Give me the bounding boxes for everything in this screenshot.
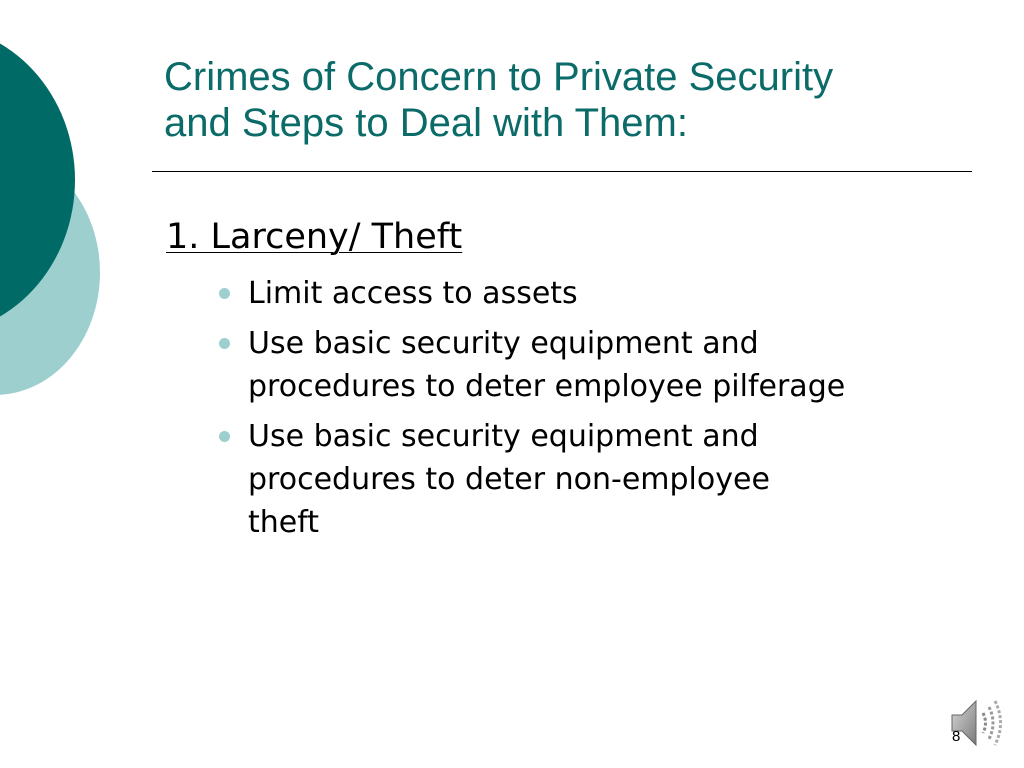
slide-title-line: and Steps to Deal with Them: xyxy=(164,101,688,145)
bullet-dot-icon xyxy=(219,288,230,299)
bullet-text-line: Limit access to assets xyxy=(248,276,578,311)
bullet-list xyxy=(216,272,976,551)
section-heading: 1. Larceny/ Theft xyxy=(166,217,463,257)
bullet-item xyxy=(216,415,976,544)
bullet-text-line: Use basic security equipment and xyxy=(248,419,759,454)
bullet-item xyxy=(216,322,976,408)
bullet-dot-icon xyxy=(219,338,230,349)
title-divider xyxy=(152,171,972,172)
bullet-dot-icon xyxy=(219,431,230,442)
slide-title-line: Crimes of Concern to Private Security xyxy=(164,55,834,99)
bullet-text-line: procedures to deter non-employee xyxy=(248,462,770,497)
bullet-text-line: Use basic security equipment and xyxy=(248,326,759,361)
bullet-text-line: theft xyxy=(248,505,320,540)
slide-title xyxy=(164,54,984,146)
page-number: 8 xyxy=(952,728,961,745)
bullet-text-line: procedures to deter employee pilferage xyxy=(248,369,846,404)
bullet-item xyxy=(216,272,976,315)
